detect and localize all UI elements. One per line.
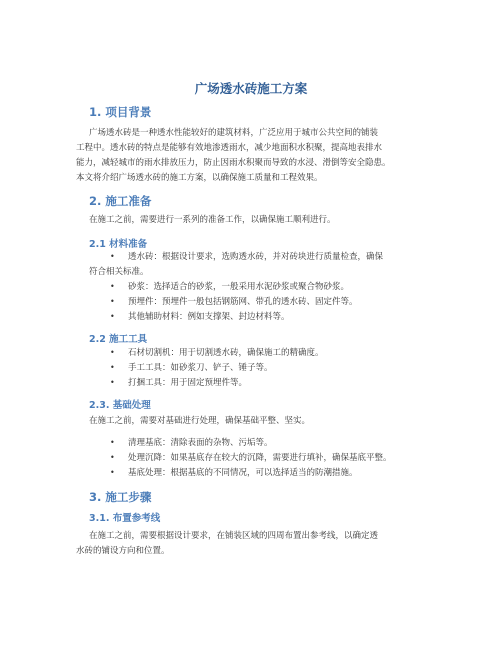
bullet-icon: • (110, 453, 115, 462)
section-2-1-heading: 2.1 材料准备 (89, 239, 148, 250)
list-item-continuation: 符合相关标准。 (89, 267, 149, 277)
list-item: 透水砖：根据设计要求，选购透水砖，并对砖块进行质量检查，确保 (128, 252, 384, 262)
list-item: 石材切割机：用于切割透水砖，确保施工的精确度。 (128, 348, 324, 358)
section-2-3-heading: 2.3. 基础处理 (89, 400, 151, 411)
paragraph-line: 能力，减轻城市的雨水排放压力，防止因雨水积聚而导致的水浸、滑倒等安全隐患。 (76, 158, 391, 168)
paragraph-line: 在施工之前，需要根据设计要求，在铺装区域的四周布置出参考线，以确定透 (89, 531, 379, 541)
section-1-heading: 1. 项目背景 (89, 105, 152, 119)
bullet-icon: • (110, 468, 115, 477)
bullet-icon: • (110, 363, 115, 372)
paragraph-line: 广场透水砖是一种透水性能较好的建筑材料，广泛应用于城市公共空间的铺装 (89, 128, 379, 138)
list-item: 手工工具：如砂浆刀、铲子、锤子等。 (128, 363, 273, 373)
section-2-2-heading: 2.2 施工工具 (89, 334, 148, 345)
list-item: 基底处理：根据基底的不同情况，可以选择适当的防潮措施。 (128, 468, 358, 478)
paragraph-line: 在施工之前，需要进行一系列的准备工作，以确保施工顺利进行。 (89, 215, 336, 225)
list-item: 砂浆：选择适合的砂浆，一般采用水泥砂浆或聚合物砂浆。 (128, 282, 350, 292)
section-3-1-heading: 3.1. 布置参考线 (89, 513, 161, 524)
section-2-heading: 2. 施工准备 (89, 194, 152, 208)
bullet-icon: • (110, 348, 115, 357)
bullet-icon: • (110, 378, 115, 387)
bullet-icon: • (110, 312, 115, 321)
paragraph-line: 本文将介绍广场透水砖的施工方案，以确保施工质量和工程效果。 (76, 173, 323, 183)
list-item: 处理沉降：如果基底存在较大的沉降，需要进行填补，确保基底平整。 (128, 453, 392, 463)
section-3-heading: 3. 施工步骤 (89, 490, 152, 504)
list-item: 预埋件：预埋件一般包括钢筋网、带孔的透水砖、固定件等。 (128, 297, 358, 307)
paragraph-line: 工程中。透水砖的特点是能够有效地渗透雨水，减少地面积水积聚，提高地表排水 (76, 143, 383, 153)
bullet-icon: • (110, 252, 115, 261)
list-item: 清理基底：清除表面的杂物、污垢等。 (128, 438, 273, 448)
bullet-icon: • (110, 282, 115, 291)
bullet-icon: • (110, 297, 115, 306)
list-item: 打捆工具：用于固定预埋件等。 (128, 378, 248, 388)
list-item: 其他辅助材料：例如支撑架、封边材料等。 (128, 312, 290, 322)
paragraph-line: 在施工之前，需要对基础进行处理，确保基础平整、坚实。 (89, 416, 311, 426)
bullet-icon: • (110, 438, 115, 447)
paragraph-line: 水砖的铺设方向和位置。 (76, 546, 170, 556)
document-title: 广场透水砖施工方案 (194, 81, 308, 96)
